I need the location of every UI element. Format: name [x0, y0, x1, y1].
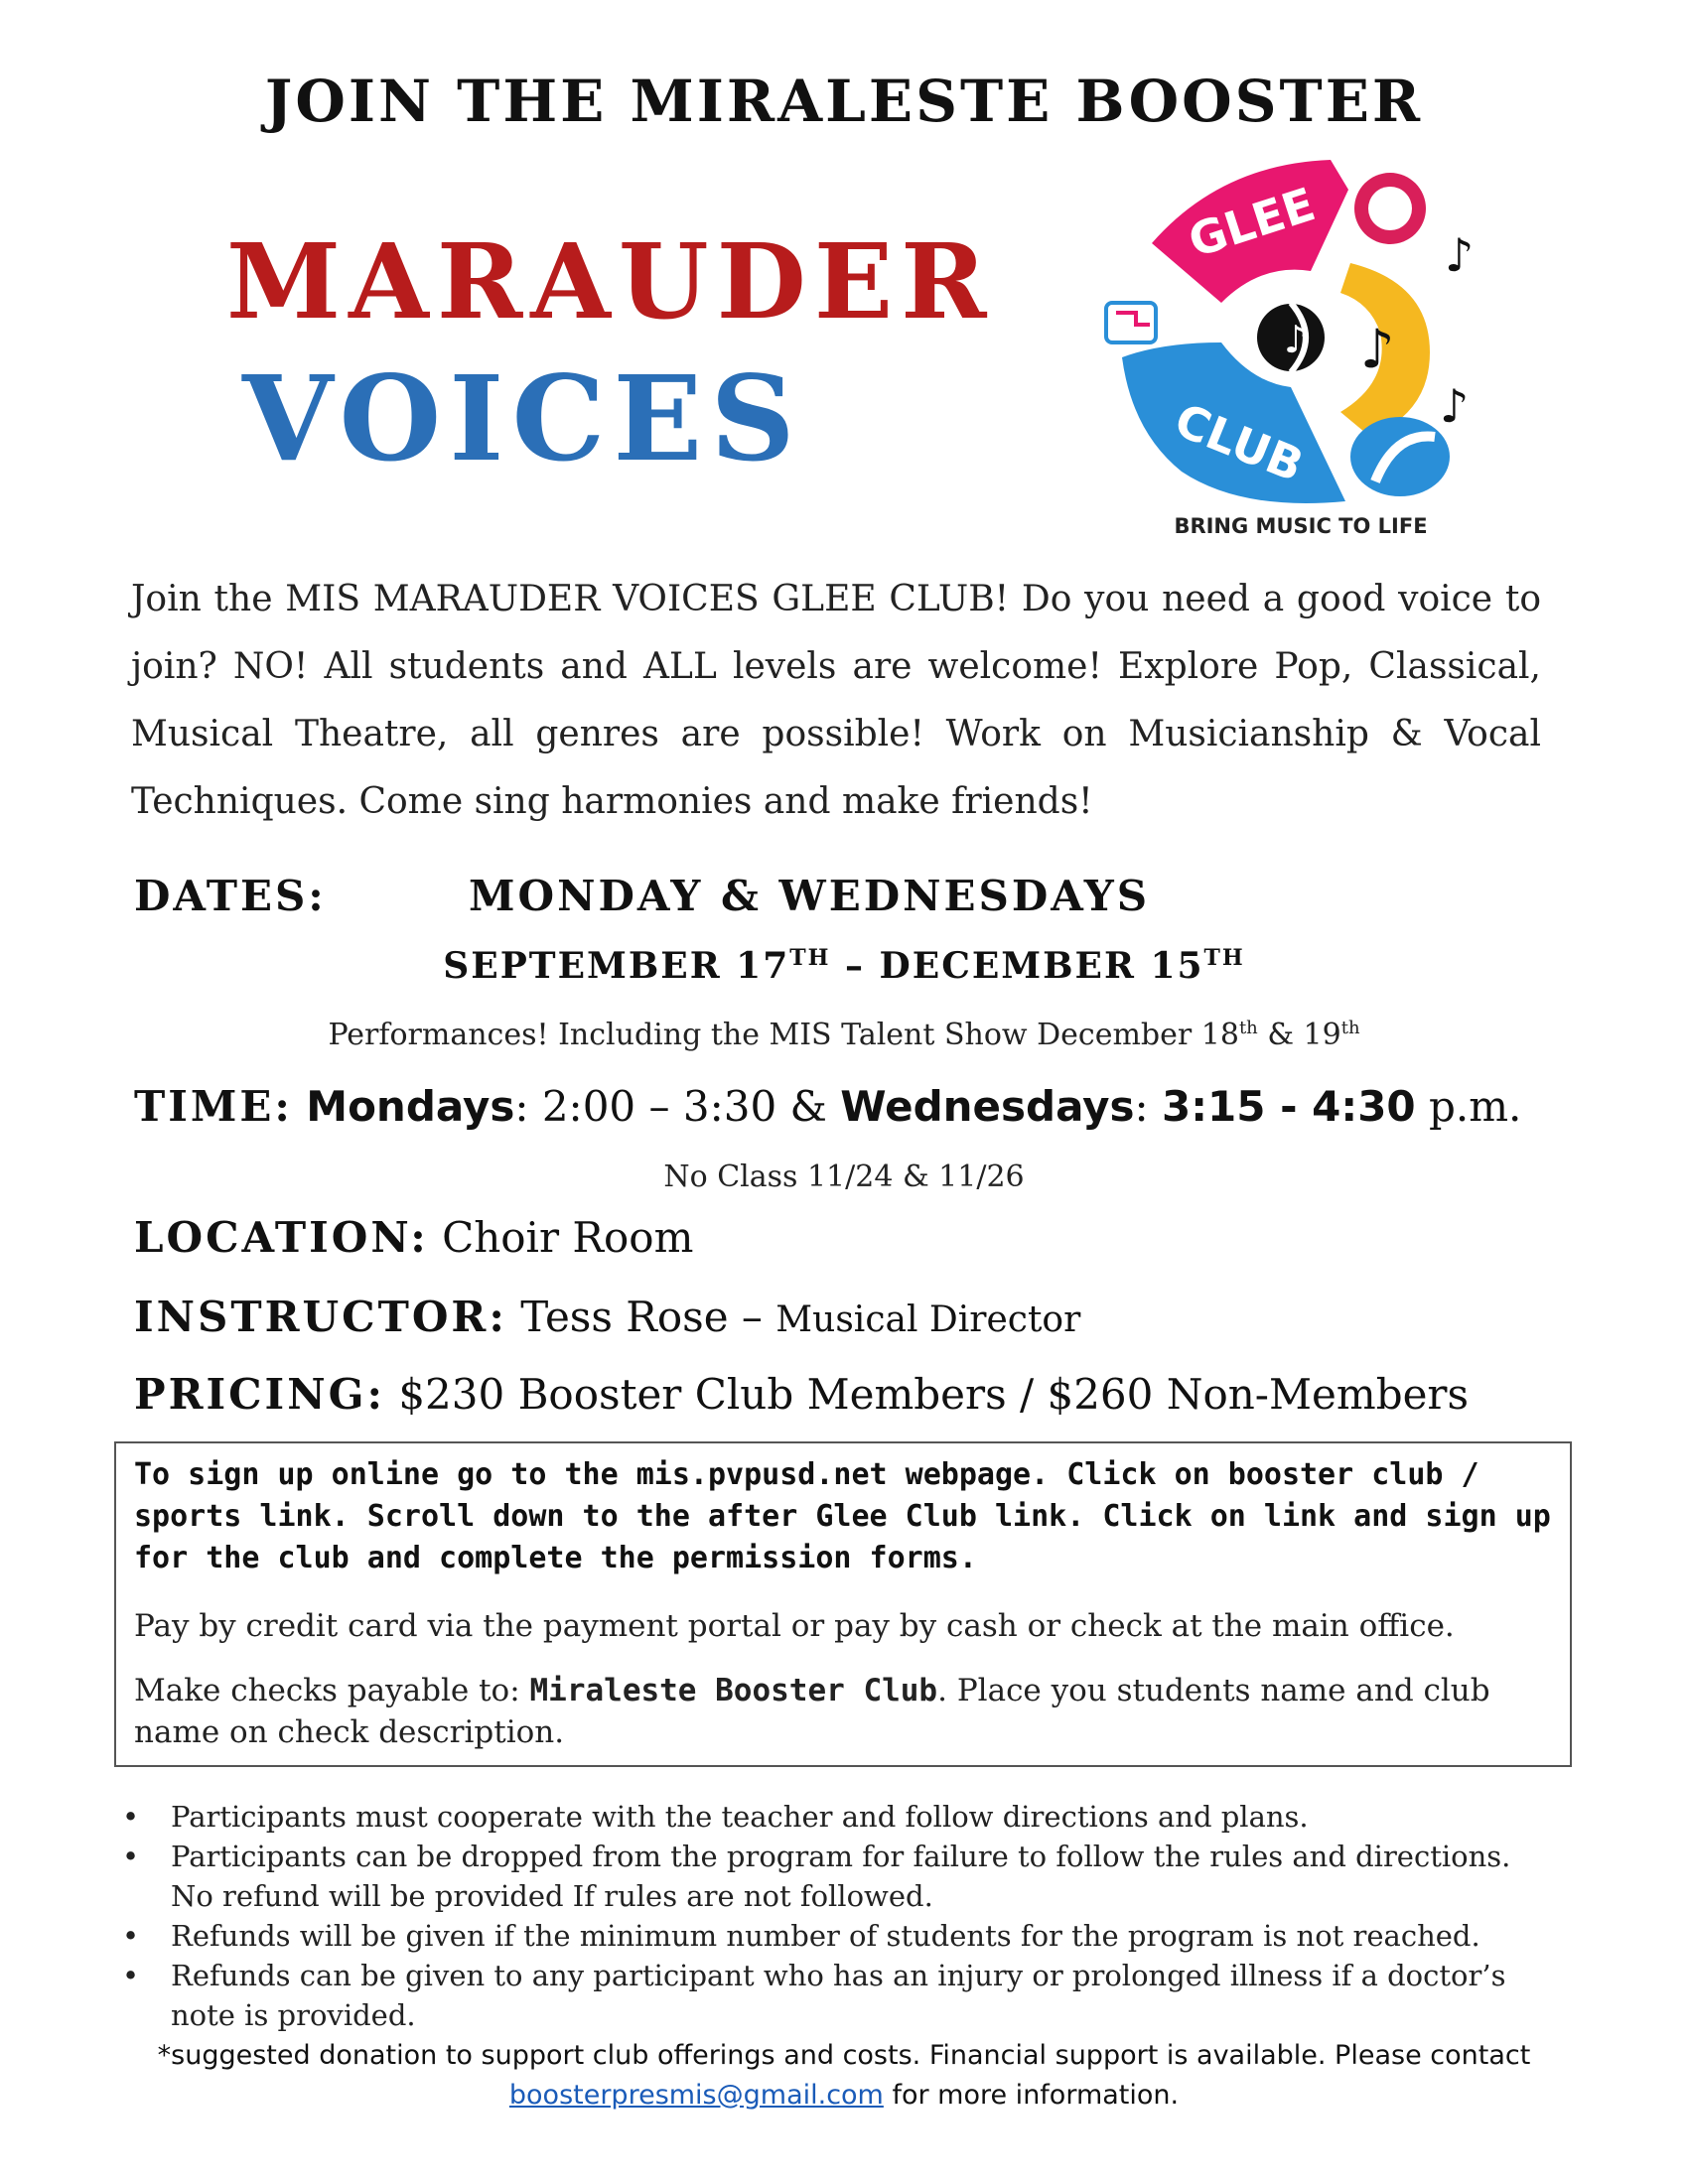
payment-note: Pay by credit card via the payment portal or pay by cash or check at the main office. [134, 1608, 1455, 1644]
pricing-line: PRICING: $230 Booster Club Members / $260 Non-Members [134, 1370, 1470, 1419]
list-item: • Refunds will be given if the minimum number of students for the program is not reached. [122, 1919, 1480, 1953]
list-item: • Refunds can be given to any participant who has an injury or prolonged illness if a doctor’s note is provided. [122, 1959, 1506, 2032]
music-note-icon-3: ♪ [1440, 379, 1470, 433]
list-item: • Participants must cooperate with the teacher and follow directions and plans. [122, 1800, 1309, 1834]
list-item: • Participants can be dropped from the program for failure to follow the rules and directions. No refund will be provided If rules are not followed. [122, 1840, 1511, 1913]
email-link[interactable]: boosterpresmis@gmail.com [508, 2080, 884, 2111]
title-voices: VOICES [242, 349, 803, 487]
logo-word-glee: GLEE [1182, 177, 1322, 268]
dates-range: SEPTEMBER 17TH – DECEMBER 15TH [443, 945, 1245, 987]
svg-text:♪: ♪ [1284, 318, 1309, 361]
logo-word-club: CLUB [1167, 392, 1312, 492]
title-marauder: MARAUDER [226, 220, 995, 342]
logo-tagline: BRING MUSIC TO LIFE [1174, 514, 1428, 538]
glee-club-logo [1092, 154, 1509, 541]
time-line: TIME: Mondays: 2:00 – 3:30 & Wednesdays: 3:15 - 4:30 p.m. [134, 1082, 1522, 1131]
no-class-note: No Class 11/24 & 11/26 [663, 1160, 1025, 1194]
dates-label: DATES: [134, 872, 327, 920]
performances-note: Performances! Including the MIS Talent Show December 18th & 19th [328, 1018, 1360, 1052]
rules-list [119, 1797, 1549, 2035]
checks-note: Make checks payable to: Miraleste Booster Club. Place you students name and club name on check description. [134, 1673, 1490, 1750]
music-note-icon-2: ♪ [1360, 318, 1395, 380]
instructor-line: INSTRUCTOR: Tess Rose – Musical Director [134, 1293, 1081, 1341]
dates-days: MONDAY & WEDNESDAYS [469, 872, 1151, 920]
page-header: JOIN THE MIRALESTE BOOSTER [264, 68, 1424, 135]
footer-note: *suggested donation to support club offerings and costs. Financial support is available. Please contact [157, 2040, 1531, 2071]
logo-blue-oval [1350, 417, 1450, 496]
signup-instructions: To sign up online go to the mis.pvpusd.net webpage. Click on booster club / sports link. Scroll down to the after Glee Club link. Click on link and sign up for the club and complete the permission forms. [134, 1457, 1551, 1575]
footer-contact: boosterpresmis@gmail.com for more information. [508, 2080, 1180, 2111]
location-line: LOCATION: Choir Room [134, 1213, 694, 1262]
intro-paragraph: Join the MIS MARAUDER VOICES GLEE CLUB! Do you need a good voice to join? NO! All students and ALL levels are welcome! Explore Pop, Classical, Musical Theatre, all genres are possible! Work on Musicianship & Vocal Techniques. Come sing harmonies and make friends! [131, 579, 1541, 822]
music-note-icon: ♪ [1445, 228, 1475, 282]
